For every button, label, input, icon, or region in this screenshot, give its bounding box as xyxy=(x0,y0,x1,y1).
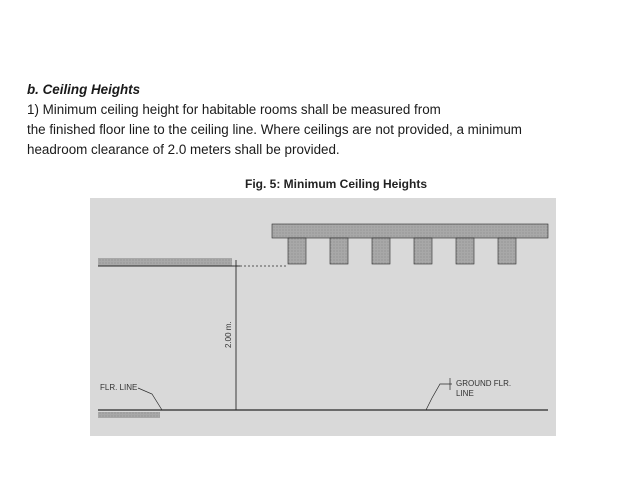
section-title: b. Ceiling Heights xyxy=(27,82,141,97)
ground-floor-label-line2: LINE xyxy=(456,389,474,398)
figure-caption: Fig. 5: Minimum Ceiling Heights xyxy=(245,177,428,191)
floor-line-label: FLR. LINE xyxy=(100,383,138,392)
dimension-label: 2.00 m. xyxy=(224,321,233,348)
ceiling-height-figure xyxy=(90,172,556,436)
floor-slab-left xyxy=(98,412,160,418)
left-ceiling-slab xyxy=(98,258,232,266)
paragraph-line-1: 1) Minimum ceiling height for habitable rooms shall be measured from xyxy=(27,102,441,117)
paragraph-line-3: headroom clearance of 2.0 meters shall be provided. xyxy=(27,142,340,157)
paragraph-line-2: the finished floor line to the ceiling line. Where ceilings are not provided, a minimum xyxy=(27,122,522,137)
ground-floor-label-line1: GROUND FLR. xyxy=(456,379,512,388)
body-text xyxy=(27,80,627,160)
ceiling-height-diagram xyxy=(90,172,556,436)
